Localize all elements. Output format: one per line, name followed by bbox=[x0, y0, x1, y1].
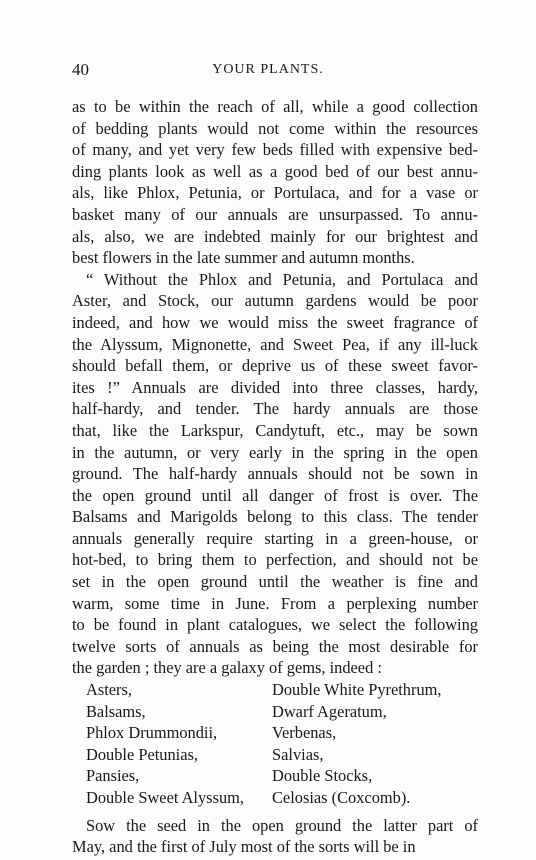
plant-name: Double Petunias, bbox=[86, 744, 198, 764]
text-line: of many, and yet very few beds filled with expensive bed- bbox=[72, 140, 478, 160]
text-line: best flowers in the late summer and autumn months. bbox=[72, 248, 415, 268]
plant-name: Celosias (Coxcomb). bbox=[272, 788, 411, 807]
list-item bbox=[72, 787, 478, 809]
text-line: ground. The half-hardy annuals should not be sown in bbox=[72, 464, 478, 484]
plant-name: Double Sweet Alyssum, bbox=[86, 788, 244, 807]
text-line: should befall them, or deprive us of these sweet favor- bbox=[72, 356, 478, 376]
text-line: that, like the Larkspur, Candytuft, etc., may be sown bbox=[72, 420, 478, 440]
paragraph-3 bbox=[72, 815, 478, 858]
text-line: Aster, and Stock, our autumn gardens would be poor bbox=[72, 291, 478, 311]
plant-name: Asters, bbox=[86, 680, 132, 700]
text-line: annuals generally require starting in a green-house, or bbox=[72, 528, 478, 548]
text-line: in the autumn, or very early in the spring in the open bbox=[72, 442, 478, 462]
text-line: als, also, we are indebted mainly for our brightest and bbox=[72, 226, 478, 246]
plant-name: Phlox Drummondii, bbox=[86, 723, 218, 743]
list-item bbox=[72, 701, 478, 723]
text-line: als, like Phlox, Petunia, or Portulaca, and for a vase or bbox=[72, 183, 478, 203]
text-line: the open ground until all danger of frost is over. The bbox=[72, 485, 478, 505]
text-line: ding plants look as well as a good bed of our best annu- bbox=[72, 161, 478, 181]
text-line: “ Without the Phlox and Petunia, and Portulaca and bbox=[86, 269, 478, 289]
text-line: the Alyssum, Mignonette, and Sweet Pea, if any ill-luck bbox=[72, 334, 478, 354]
plant-list bbox=[72, 679, 478, 809]
list-item bbox=[72, 744, 478, 766]
text-line: Balsams and Marigolds belong to this class. The tender bbox=[72, 507, 478, 527]
text-line: set in the open ground until the weather is fine and bbox=[72, 572, 478, 592]
paragraph-2 bbox=[72, 269, 478, 679]
text-line: indeed, and how we would miss the sweet fragrance of bbox=[72, 312, 478, 332]
text-line: warm, some time in June. From a perplexing number bbox=[72, 593, 478, 613]
running-title: YOUR PLANTS. bbox=[212, 62, 324, 77]
text-line: the garden ; they are a galaxy of gems, indeed : bbox=[72, 658, 382, 678]
text-line: May, and the first of July most of the sorts will be in bbox=[72, 837, 416, 857]
plant-name: Salvias, bbox=[272, 744, 324, 764]
text-line: Sow the seed in the open ground the latter part of bbox=[86, 815, 478, 835]
body-text bbox=[72, 96, 478, 858]
text-line: twelve sorts of annuals as being the most desirable for bbox=[72, 636, 478, 656]
text-line: hot-bed, to bring them to perfection, and should not be bbox=[72, 550, 478, 570]
page-header bbox=[0, 60, 536, 82]
plant-name: Balsams, bbox=[86, 701, 146, 721]
paragraph-1 bbox=[72, 96, 478, 269]
plant-name: Verbenas, bbox=[272, 723, 337, 743]
text-line: of bedding plants would not come within the resources bbox=[72, 118, 478, 138]
plant-name: Pansies, bbox=[86, 766, 140, 786]
list-item bbox=[72, 679, 478, 701]
plant-name: Dwarf Ageratum, bbox=[272, 701, 387, 721]
text-line: ites !” Annuals are divided into three classes, hardy, bbox=[72, 377, 478, 397]
plant-name: Double White Pyrethrum, bbox=[272, 680, 442, 700]
text-line: as to be within the reach of all, while a good collection bbox=[72, 97, 478, 116]
page-number: 40 bbox=[72, 60, 89, 79]
list-item bbox=[72, 765, 478, 787]
list-item bbox=[72, 722, 478, 744]
plant-name: Double Stocks, bbox=[272, 766, 373, 786]
text-line: basket many of our annuals are unsurpassed. To annu- bbox=[72, 204, 478, 224]
text-line: to be found in plant catalogues, we select the following bbox=[72, 615, 478, 635]
text-line: half-hardy, and tender. The hardy annuals are those bbox=[72, 399, 478, 419]
